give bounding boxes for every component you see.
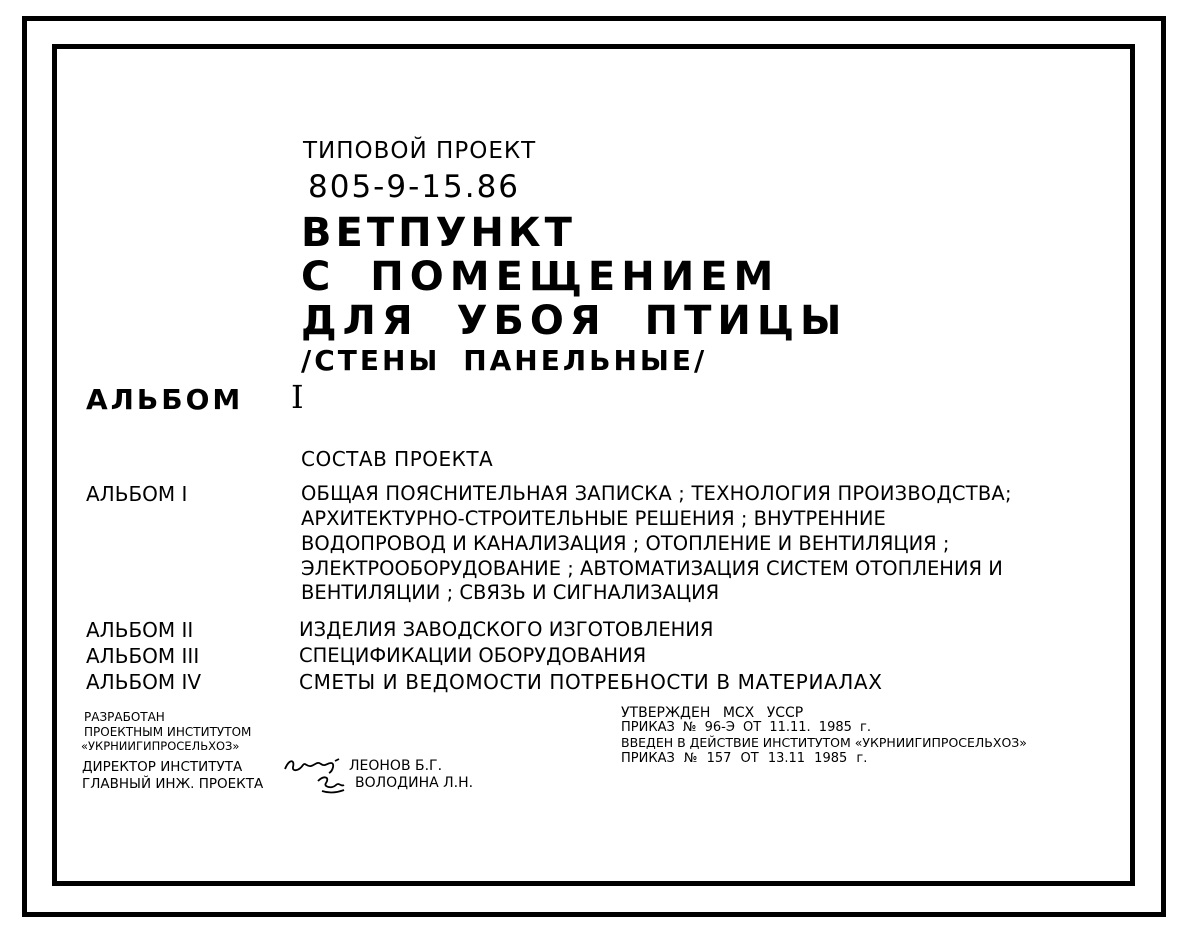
album-2-line-1: ИЗДЕЛИЯ ЗАВОДСКОГО ИЗГОТОВЛЕНИЯ [299, 618, 714, 641]
album-label: АЛЬБОМ [86, 383, 244, 416]
engineer-role: ГЛАВНЫЙ ИНЖ. ПРОЕКТА [82, 776, 264, 792]
approval-line-3: ВВЕДЕН В ДЕЙСТВИЕ ИНСТИТУТОМ «УКРНИИГИПРОСЕЛЬХОЗ» [621, 735, 1027, 750]
album-1-line-2: АРХИТЕКТУРНО-СТРОИТЕЛЬНЫЕ РЕШЕНИЯ ; ВНУТРЕННИЕ [301, 507, 886, 530]
project-type: ТИПОВОЙ ПРОЕКТ [303, 138, 537, 164]
approval-line-1: УТВЕРЖДЕН МСХ УССР [621, 705, 804, 721]
engineer-signature [314, 773, 348, 795]
approval-line-4: ПРИКАЗ № 157 ОТ 13.11 1985 г. [621, 751, 868, 766]
album-4-line-1: СМЕТЫ И ВЕДОМОСТИ ПОТРЕБНОСТИ В МАТЕРИАЛАХ [299, 670, 883, 694]
director-signature [283, 755, 345, 775]
engineer-name: ВОЛОДИНА Л.Н. [355, 775, 474, 791]
album-1-line-3: ВОДОПРОВОД И КАНАЛИЗАЦИЯ ; ОТОПЛЕНИЕ И ВЕНТИЛЯЦИЯ ; [301, 532, 950, 555]
album-1-line-5: ВЕНТИЛЯЦИИ ; СВЯЗЬ И СИГНАЛИЗАЦИЯ [301, 581, 720, 604]
director-role: ДИРЕКТОР ИНСТИТУТА [82, 759, 243, 775]
project-number: 805-9-15.86 [308, 169, 521, 205]
album-1-line-4: ЭЛЕКТРООБОРУДОВАНИЕ ; АВТОМАТИЗАЦИЯ СИСТЕМ ОТОПЛЕНИЯ И [301, 557, 1003, 580]
album-1-label: АЛЬБОМ I [86, 482, 188, 506]
title-line-3: ДЛЯ УБОЯ ПТИЦЫ [301, 298, 848, 344]
developer-line-3: «УКРНИИГИПРОСЕЛЬХОЗ» [81, 739, 240, 753]
developer-line-2: ПРОЕКТНЫМ ИНСТИТУТОМ [84, 725, 252, 739]
composition-heading: СОСТАВ ПРОЕКТА [301, 447, 494, 471]
album-1-line-1: ОБЩАЯ ПОЯСНИТЕЛЬНАЯ ЗАПИСКА ; ТЕХНОЛОГИЯ ПРОИЗВОДСТВА; [301, 482, 1012, 505]
album-3-line-1: СПЕЦИФИКАЦИИ ОБОРУДОВАНИЯ [299, 644, 647, 667]
title-line-1: ВЕТПУНКТ [301, 210, 576, 256]
album-3-label: АЛЬБОМ III [86, 644, 200, 668]
approval-line-2: ПРИКАЗ № 96-Э ОТ 11.11. 1985 г. [621, 720, 871, 735]
developer-line-1: РАЗРАБОТАН [84, 710, 165, 724]
album-2-label: АЛЬБОМ II [86, 618, 194, 642]
title-line-2: С ПОМЕЩЕНИЕМ [301, 254, 780, 300]
title-subtitle: /СТЕНЫ ПАНЕЛЬНЫЕ/ [301, 344, 708, 377]
album-4-label: АЛЬБОМ IV [86, 670, 202, 694]
album-number: I [291, 378, 304, 416]
director-name: ЛЕОНОВ Б.Г. [349, 758, 443, 774]
